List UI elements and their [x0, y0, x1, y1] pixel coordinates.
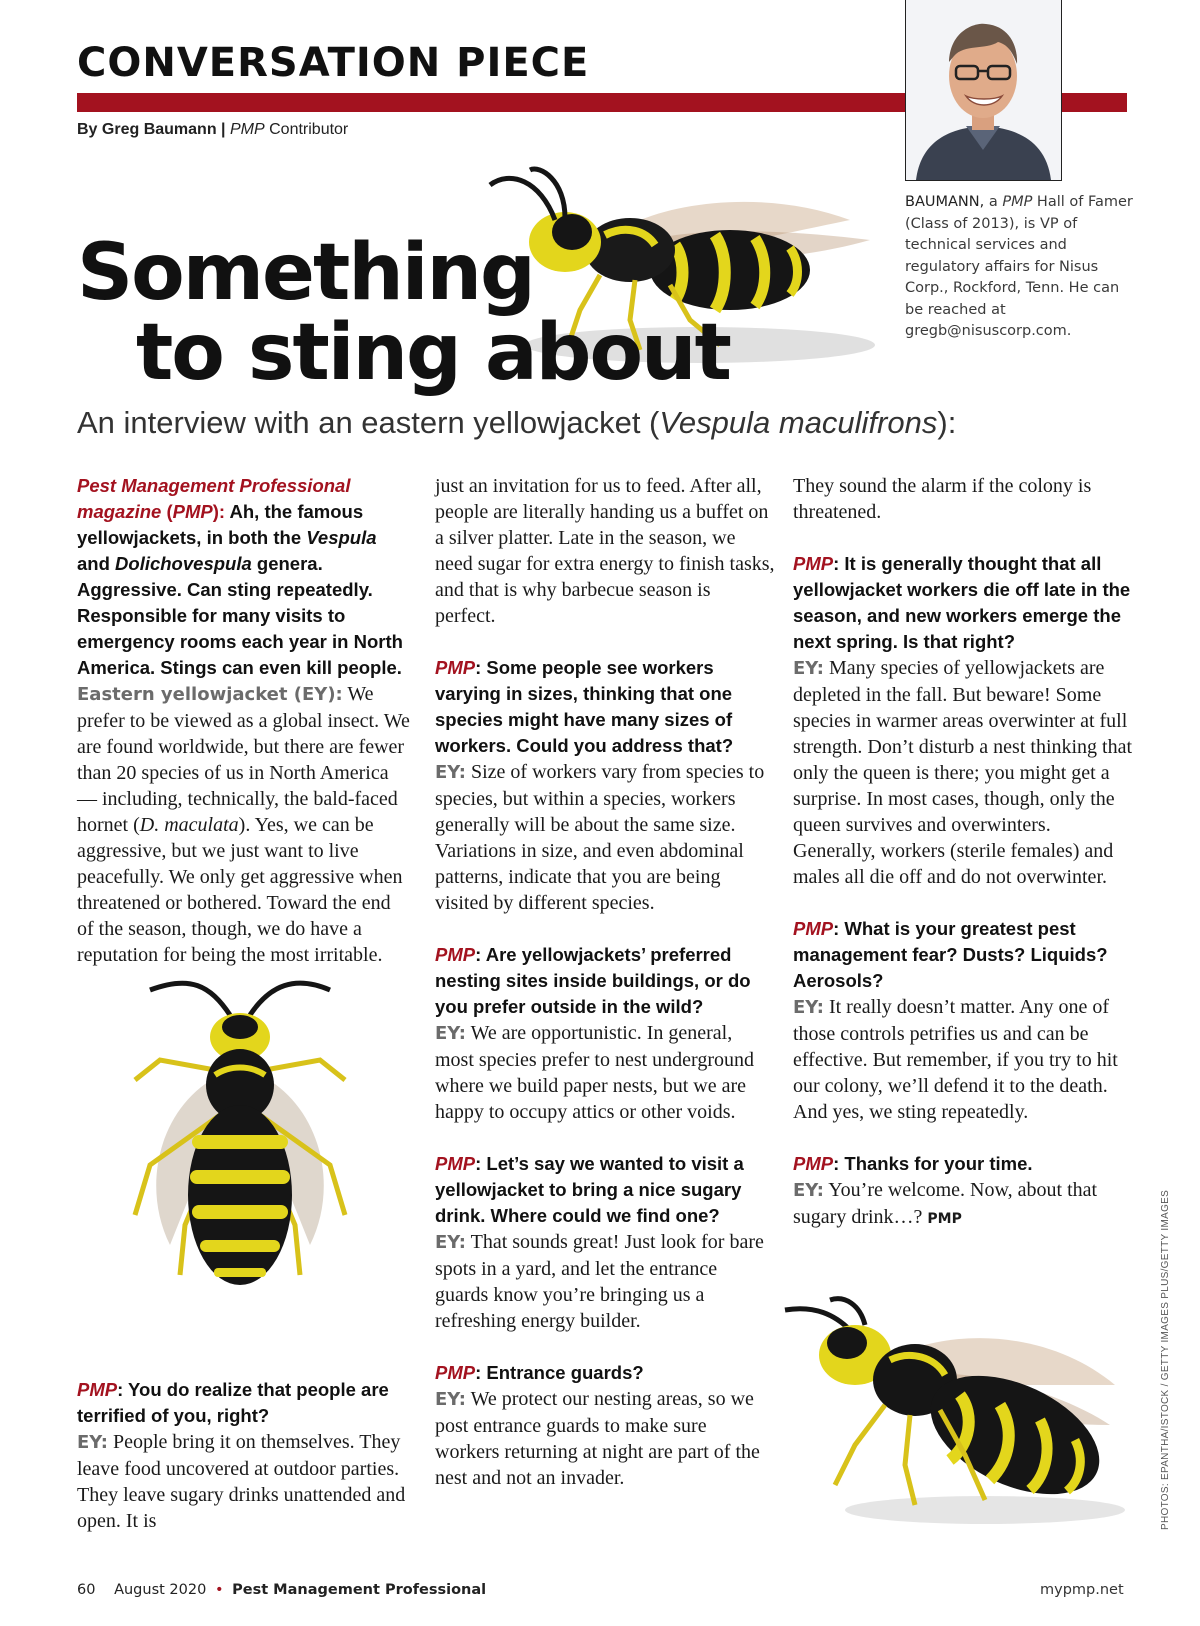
- interviewer-label: PMP: [435, 1153, 476, 1174]
- qa-block-7: [793, 551, 1133, 890]
- article-title-line-1: Something: [77, 228, 534, 318]
- question-4-text: : Are yellowjackets’ preferred nesting sites inside buildings, or do you prefer outside in the wild?: [435, 944, 751, 1017]
- question-1-genus-2: Dolichovespula: [115, 553, 252, 574]
- qa-block-4: [435, 942, 775, 1125]
- interviewer-name: Pest Management Professional magazine: [77, 475, 351, 522]
- author-portrait-image: [906, 0, 1061, 180]
- question-6: [435, 1362, 644, 1383]
- qa-block-1: [77, 473, 411, 968]
- question-4: [435, 944, 751, 1017]
- question-1-and: and: [77, 553, 116, 574]
- qa-block-8: [793, 916, 1133, 1125]
- question-5-text: : Let’s say we wanted to visit a yellowjacket to bring a nice sugary drink. Where could we find one?: [435, 1153, 744, 1226]
- answer-1-text-a: We prefer to be viewed as a global insect. We are found worldwide, but there are fewer than 20 species of us in North America — including, technically, the bald-faced hornet (: [77, 683, 410, 836]
- answer-1-text-b: ). Yes, we can be aggressive, but we just want to live peacefully. We only get aggressive when threatened or bothered. Toward the end of the season, though, we do have a reputation for being the most irritable.: [77, 814, 403, 966]
- question-2-text: : You do realize that people are terrified of you, right?: [77, 1379, 389, 1426]
- photo-credit: PHOTOS: EPANTHA/ISTOCK / GETTY IMAGES PLUS/GETTY IMAGES: [1160, 1189, 1171, 1530]
- wasp-photo-left: [80, 965, 400, 1315]
- qa-block-2: [77, 1377, 411, 1534]
- byline-separator: |: [221, 121, 226, 138]
- question-2: [77, 1379, 389, 1426]
- answer-label: EY:: [435, 762, 466, 783]
- bio-name: BAUMANN,: [905, 194, 985, 210]
- question-3: [435, 657, 733, 756]
- answer-label: EY:: [793, 1180, 824, 1201]
- section-label: CONVERSATION PIECE: [77, 40, 590, 86]
- subtitle-text-b: ):: [937, 405, 957, 440]
- interviewer-label: PMP: [435, 657, 476, 678]
- answer-label: EY:: [77, 1432, 108, 1453]
- question-7-text: : It is generally thought that all yellowjacket workers die off late in the season, and new workers emerge the next spring. Is that right?: [793, 553, 1131, 652]
- answer-6-text: We protect our nesting areas, so we post entrance guards to make sure workers returning at night are part of the nest and not an invader.: [435, 1388, 760, 1489]
- interviewer-label: PMP: [793, 918, 834, 939]
- question-1: [77, 475, 403, 678]
- qa-block-9: [793, 1151, 1133, 1232]
- interviewer-label: PMP: [793, 1153, 834, 1174]
- interviewer-abbr-open: (: [161, 501, 173, 522]
- page-footer: [77, 1582, 486, 1598]
- author-headshot: [905, 0, 1062, 181]
- interviewer-label: PMP: [435, 944, 476, 965]
- column-1-bottom: [77, 1377, 411, 1560]
- page-number: 60: [77, 1582, 96, 1598]
- publication-name: Pest Management Professional: [232, 1582, 487, 1598]
- interviewer-label: PMP: [435, 1362, 476, 1383]
- answer-5-text: That sounds great! Just look for bare spots in a yard, and let the entrance guards know you’re bringing us a refreshing energy builder.: [435, 1231, 764, 1332]
- question-1-text-a: Ah, the famous yellowjackets, in both the: [77, 501, 364, 548]
- qa-block-5: [435, 1151, 775, 1334]
- byline: [77, 121, 348, 139]
- byline-author: By Greg Baumann: [77, 121, 217, 138]
- question-9-text: : Thanks for your time.: [833, 1153, 1033, 1174]
- column-3: [793, 473, 1133, 1258]
- bio-text-b: Hall of Famer (Class of 2013), is VP of technical services and regulatory affairs for Nisus Corp., Rockford, Tenn. He can be reached at gregb@nisuscorp.com.: [905, 194, 1133, 339]
- qa-block-3: [435, 655, 775, 916]
- question-5: [435, 1153, 744, 1226]
- byline-pub: PMP: [229, 121, 265, 138]
- author-bio: [905, 192, 1135, 343]
- question-6-text: : Entrance guards?: [475, 1362, 644, 1383]
- question-1-genus-1: Vespula: [306, 527, 377, 548]
- answer-label: EY:: [435, 1232, 466, 1253]
- article-subtitle: [77, 405, 956, 441]
- question-8-text: : What is your greatest pest management fear? Dusts? Liquids? Aerosols?: [793, 918, 1108, 991]
- bio-pmp: PMP: [1002, 194, 1033, 210]
- interviewer-label: PMP: [793, 553, 834, 574]
- answer-label: EY:: [435, 1023, 466, 1044]
- article-title-line-2: to sting about: [136, 308, 730, 398]
- subtitle-text-a: An interview with an eastern yellowjacket (: [77, 405, 660, 440]
- column-1: [77, 473, 411, 994]
- website-url: mypmp.net: [1040, 1582, 1124, 1598]
- question-7: [793, 553, 1130, 652]
- answer-label: EY:: [435, 1389, 466, 1410]
- answer-9-text: You’re welcome. Now, about that sugary drink…?: [793, 1179, 1098, 1228]
- answer-2-continued: just an invitation for us to feed. After all, people are literally handing us a buffet on a silver platter. Late in the season, we need sugar for extra energy to finish tasks, and that is why barbecue season is perfect.: [435, 475, 775, 627]
- qa-block-6: [435, 1360, 775, 1491]
- answer-4-text: We are opportunistic. In general, most species prefer to nest underground where we build paper nests, but we are happy to occupy attics or other voids.: [435, 1022, 754, 1123]
- answer-label: EY:: [793, 997, 824, 1018]
- wasp-photo-bottom: [735, 1285, 1140, 1535]
- interviewer-abbr-close: ):: [212, 501, 226, 522]
- answer-label: EY:: [793, 658, 824, 679]
- question-3-text: : Some people see workers varying in sizes, thinking that one species might have many sizes of workers. Could you address that?: [435, 657, 734, 756]
- answer-2-text: People bring it on themselves. They leave food uncovered at outdoor parties. They leave sugary drinks unattended and open. It is: [77, 1431, 406, 1532]
- end-mark: PMP: [927, 1211, 962, 1227]
- issue-date: August 2020: [114, 1582, 207, 1598]
- question-1-text-b: genera. Aggressive. Can sting repeatedly. Responsible for many visits to emergency rooms each year in North America. Stings can even kill people.: [77, 553, 403, 678]
- subtitle-species: Vespula maculifrons: [659, 405, 938, 440]
- footer-bullet: •: [214, 1582, 224, 1598]
- answer-8-text: It really doesn’t matter. Any one of those controls petrifies us and can be effective. But remember, if you try to hit our colony, we’ll defend it to the death. And yes, we sting repeatedly.: [793, 996, 1118, 1123]
- question-8: [793, 918, 1108, 991]
- answer-7-text: Many species of yellowjackets are depleted in the fall. But beware! Some species in warmer areas overwinter at full strength. Don’t disturb a nest thinking that only the queen is there; you might get a surprise. In most cases, though, only the queen survives and overwinters. Generally, workers (sterile females) and males all die off and do not overwinter.: [793, 657, 1133, 888]
- answer-1-label: Eastern yellowjacket (EY):: [77, 684, 343, 705]
- answer-3-text: Size of workers vary from species to species, but within a species, workers generally will be about the same size. Variations in size, and even abdominal patterns, indicate that you are being visited by different species.: [435, 761, 765, 914]
- answer-1-species: D. maculata: [139, 814, 239, 836]
- bio-text-a: a: [984, 194, 1003, 210]
- interviewer-abbr: PMP: [172, 501, 213, 522]
- question-9: [793, 1153, 1033, 1174]
- byline-role: Contributor: [269, 121, 349, 138]
- column-2: [435, 473, 775, 1517]
- answer-6-continued: They sound the alarm if the colony is threatened.: [793, 475, 1092, 523]
- interviewer-label: PMP: [77, 1379, 118, 1400]
